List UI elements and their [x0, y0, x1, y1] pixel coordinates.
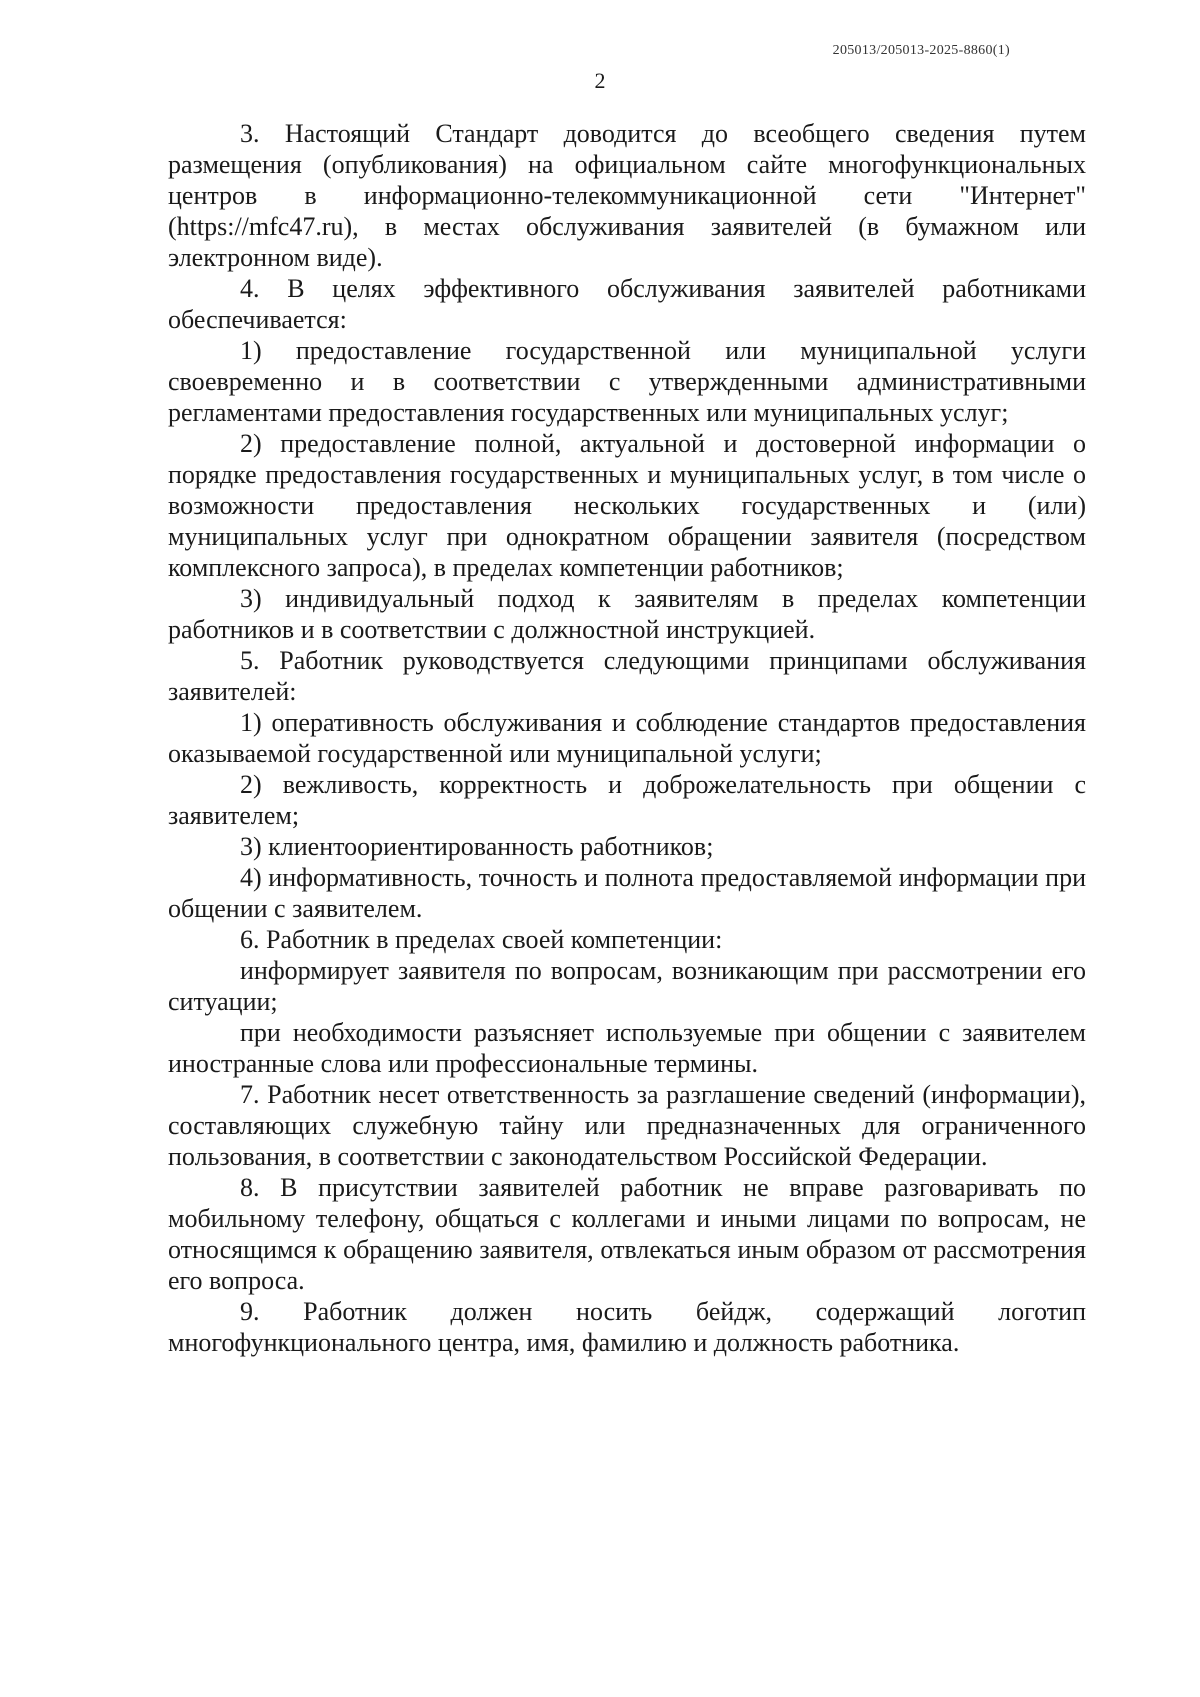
paragraph-7-responsibility: 7. Работник несет ответственность за разглашение сведений (информации), составляющих служебную тайну или предназначенных для ограниченного пользования, в соответствии с законодательством Российской Федерации.: [168, 1080, 1086, 1171]
paragraph-4-intro: 4. В целях эффективного обслуживания заявителей работниками обеспечивается:: [168, 274, 1086, 334]
paragraph-9-badge: 9. Работник должен носить бейдж, содержащий логотип многофункционального центра, имя, фамилию и должность работника.: [168, 1297, 1086, 1357]
paragraph-5-intro: 5. Работник руководствуется следующими принципами обслуживания заявителей:: [168, 646, 1086, 706]
list-item-6-explains: при необходимости разъясняет используемые при общении с заявителем иностранные слова или профессиональные термины.: [168, 1018, 1086, 1078]
list-item-6-informs: информирует заявителя по вопросам, возникающим при рассмотрении его ситуации;: [168, 956, 1086, 1016]
paragraph-3-publication: 3. Настоящий Стандарт доводится до всеобщего сведения путем размещения (опубликования) на официальном сайте многофункциональных центров в информационно-телекоммуникационной сети "Интернет" (https://mfc47.ru), в местах обслуживания заявителей (в бумажном или электронном виде).: [168, 119, 1086, 272]
paragraph-8-conduct: 8. В присутствии заявителей работник не вправе разговаривать по мобильному телефону, общаться с коллегами и иными лицами по вопросам, не относящимся к обращению заявителя, отвлекаться иным образом от рассмотрения его вопроса.: [168, 1173, 1086, 1295]
paragraph-6-intro: 6. Работник в пределах своей компетенции:: [240, 925, 723, 954]
list-item-5-3: 3) клиентоориентированность работников;: [240, 832, 714, 861]
document-body: [168, 118, 1086, 1358]
list-item-4-3: 3) индивидуальный подход к заявителям в пределах компетенции работников и в соответствии с должностной инструкцией.: [168, 584, 1086, 644]
list-item-5-1: 1) оперативность обслуживания и соблюдение стандартов предоставления оказываемой государственной или муниципальной услуги;: [168, 708, 1086, 768]
document-reference-number: 205013/205013-2025-8860(1): [832, 43, 1010, 58]
list-item-5-4: 4) информативность, точность и полнота предоставляемой информации при общении с заявителем.: [168, 863, 1086, 923]
list-item-4-2: 2) предоставление полной, актуальной и достоверной информации о порядке предоставления государственных и муниципальных услуг, в том числе о возможности предоставления нескольких государственных и (или) муниципальных услуг при однократном обращении заявителя (посредством комплексного запроса), в пределах компетенции работников;: [168, 429, 1086, 582]
list-item-4-1: 1) предоставление государственной или муниципальной услуги своевременно и в соответствии с утвержденными административными регламентами предоставления государственных или муниципальных услуг;: [168, 336, 1086, 427]
list-item-5-2: 2) вежливость, корректность и доброжелательность при общении с заявителем;: [168, 770, 1086, 830]
page-number: 2: [594, 68, 606, 93]
